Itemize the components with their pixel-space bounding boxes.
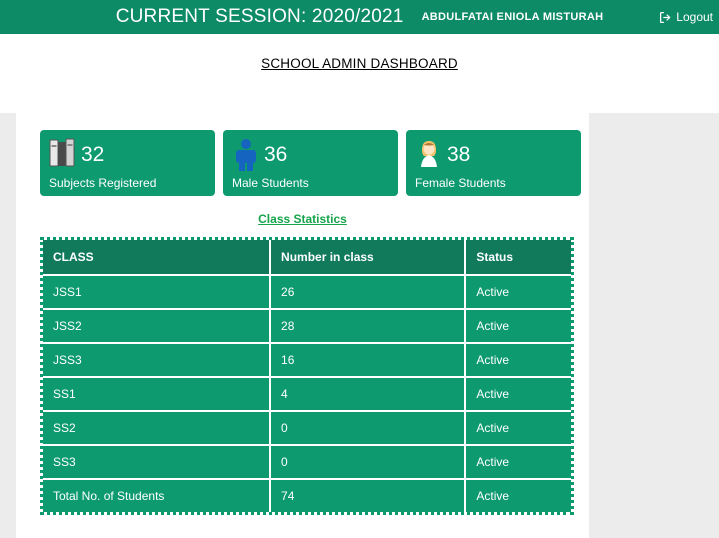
cell-class: JSS3 <box>43 343 270 377</box>
dashboard-panel <box>16 113 589 538</box>
stat-card-label: Subjects Registered <box>49 176 157 190</box>
female-student-icon <box>414 136 444 172</box>
page-title-wrap <box>0 34 719 73</box>
table-header-row <box>43 240 571 275</box>
male-student-icon <box>231 136 261 172</box>
table-row-total <box>43 479 571 512</box>
cell-status: Active <box>465 309 571 343</box>
cell-class: SS1 <box>43 377 270 411</box>
cell-class: JSS2 <box>43 309 270 343</box>
cell-status: Active <box>465 445 571 479</box>
logout-button[interactable] <box>659 10 713 24</box>
cell-number: 28 <box>270 309 465 343</box>
stat-card-count: 36 <box>264 142 288 166</box>
table-row <box>43 411 571 445</box>
column-header-class: CLASS <box>43 240 270 275</box>
stat-card-count: 32 <box>81 142 105 166</box>
page-title: SCHOOL ADMIN DASHBOARD <box>261 56 458 71</box>
current-user-name: ABDULFATAI ENIOLA MISTURAH <box>421 11 604 23</box>
class-statistics-heading: Class Statistics <box>258 212 347 226</box>
cell-number: 0 <box>270 445 465 479</box>
stat-card-male-students[interactable] <box>223 130 398 196</box>
stat-card-label: Male Students <box>232 176 309 190</box>
stat-card-subjects-registered[interactable] <box>40 130 215 196</box>
cell-class: SS2 <box>43 411 270 445</box>
session-title: CURRENT SESSION: 2020/2021 <box>115 6 404 27</box>
table-row <box>43 275 571 309</box>
left-gutter <box>0 113 16 538</box>
stat-card-group <box>16 113 589 196</box>
cell-class: Total No. of Students <box>43 479 270 512</box>
right-gutter <box>589 113 719 538</box>
table-row <box>43 343 571 377</box>
logout-label: Logout <box>676 10 713 24</box>
class-statistics-table <box>43 240 571 512</box>
cell-status: Active <box>465 275 571 309</box>
class-statistics-heading-wrap <box>16 210 589 228</box>
column-header-status: Status <box>465 240 571 275</box>
cell-status: Active <box>465 411 571 445</box>
cell-number: 0 <box>270 411 465 445</box>
stat-card-top <box>231 135 390 173</box>
cell-number: 16 <box>270 343 465 377</box>
table-row <box>43 445 571 479</box>
stat-card-top <box>48 135 207 173</box>
books-icon <box>48 136 78 172</box>
stat-card-female-students[interactable] <box>406 130 581 196</box>
cell-status: Active <box>465 343 571 377</box>
cell-number: 4 <box>270 377 465 411</box>
cell-status: Active <box>465 479 571 512</box>
class-statistics-table-wrap <box>40 237 574 515</box>
cell-status: Active <box>465 377 571 411</box>
cell-number: 26 <box>270 275 465 309</box>
table-row <box>43 377 571 411</box>
stat-card-label: Female Students <box>415 176 506 190</box>
stat-card-count: 38 <box>447 142 471 166</box>
column-header-number: Number in class <box>270 240 465 275</box>
cell-class: JSS1 <box>43 275 270 309</box>
cell-number: 74 <box>270 479 465 512</box>
content-frame <box>0 113 719 538</box>
top-bar <box>0 0 719 34</box>
cell-class: SS3 <box>43 445 270 479</box>
table-row <box>43 309 571 343</box>
stat-card-top <box>414 135 573 173</box>
logout-icon <box>659 11 672 24</box>
